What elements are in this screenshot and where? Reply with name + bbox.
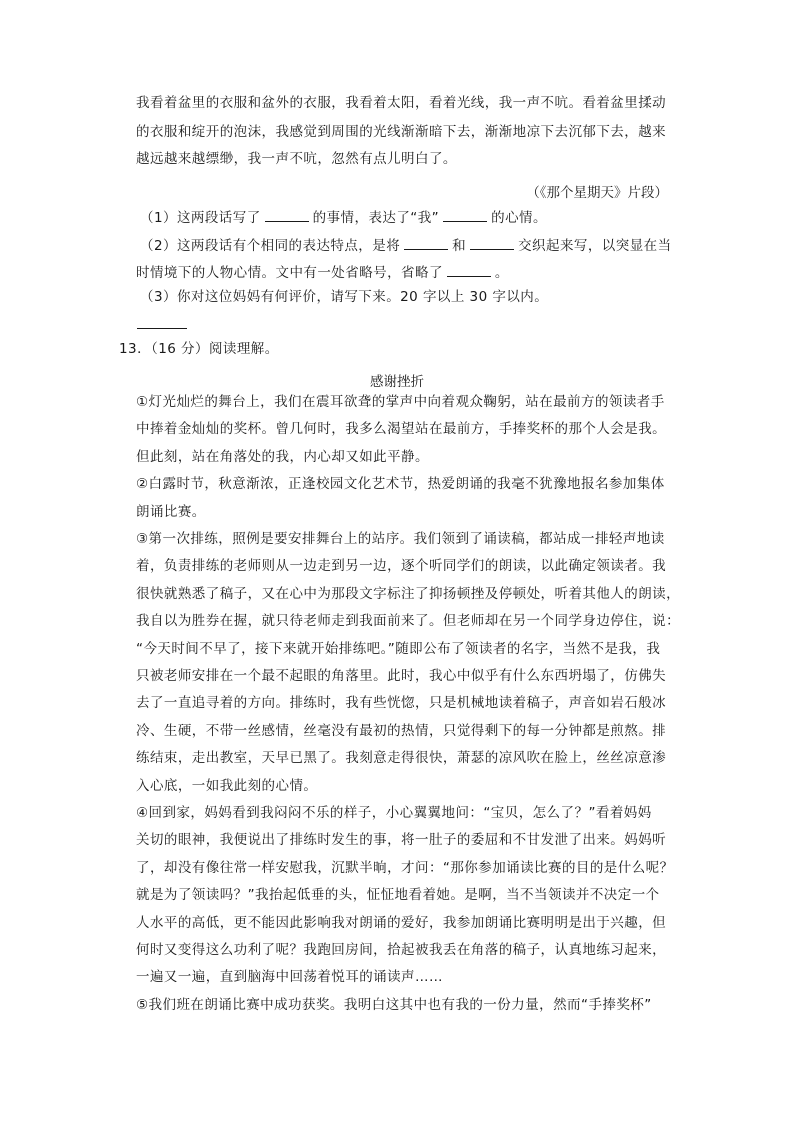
passage-line: 人水平的高低，更不能因此影响我对朗诵的爱好，我参加朗诵比赛明明是出于兴趣，但: [136, 914, 667, 931]
intro-line-2: 的衣服和绽开的泡沫，我感觉到周围的光线渐渐暗下去，渐渐地凉下去沉郁下去，越来: [136, 124, 667, 140]
question-2-line-2: [136, 264, 509, 281]
q2-blank-3[interactable]: [447, 264, 491, 277]
passage-line: 关切的眼神，我便说出了排练时发生的事，将一肚子的委屈和不甘发泄了出来。妈妈听: [136, 832, 667, 849]
source-citation: （《那个星期天》片段）: [526, 185, 668, 201]
question-1: [140, 209, 547, 226]
question-13-heading: 13．（16 分）阅读理解。: [119, 341, 279, 357]
q2-text-b: 和: [452, 238, 467, 254]
passage-line: 入心底，一如我此刻的心情。: [136, 777, 318, 794]
question-3: （3）你对这位妈妈有何评价，请写下来。20 字以上 30 字以内。: [140, 289, 549, 305]
passage-line: 但此刻，站在角落处的我，内心却又如此平静。: [136, 448, 429, 465]
q2l2-text-b: 。: [494, 265, 509, 281]
intro-line-1: 我看着盆里的衣服和盆外的衣服，我看着太阳，看着光线，我一声不吭。看着盆里揉动: [136, 95, 667, 111]
passage-line: 冷、生硬，不带一丝感情，丝毫没有最初的热情，只觉得剩下的每一分钟都是煎熬。排: [136, 722, 667, 739]
passage-line: 只被老师安排在一个最不起眼的角落里。此时，我心中似乎有什么东西坍塌了，仿佛失: [136, 668, 667, 684]
passage-line: 中捧着金灿灿的奖杯。曾几何时，我多么渴望站在最前方，手捧奖杯的那个人会是我。: [136, 421, 667, 438]
passage-line: 去了一直追寻着的方向。排练时，我有些恍惚，只是机械地读着稿子，声音如岩石般冰: [136, 695, 667, 712]
question-2: [140, 237, 672, 254]
q1-text-b: 的事情，表达了“我”: [312, 210, 440, 226]
passage-line: 很快就熟悉了稿子，又在心中为那段文字标注了抑扬顿挫及停顿处，听着其他人的朗读，: [136, 585, 681, 602]
passage-line: 了，却没有像往常一样安慰我，沉默半晌，才问：“那你参加诵读比赛的目的是什么呢？: [136, 859, 674, 876]
q3-answer-line[interactable]: [137, 328, 187, 329]
intro-line-3: 越远越来越缥缈，我一声不吭，忽然有点儿明白了。: [136, 151, 457, 167]
passage-line: 练结束，走出教室，天早已黑了。我刻意走得很快，萧瑟的凉风吹在脸上，丝丝凉意渗: [136, 750, 667, 767]
passage-line: ③第一次排练，照例是要安排舞台上的站序。我们领到了诵读稿，都站成一排轻声地读: [136, 531, 665, 547]
passage-line: ①灯光灿烂的舞台上，我们在震耳欲聋的掌声中向着观众鞠躬，站在最前方的领读者手: [136, 394, 665, 410]
q2-text-c: 交织起来写，以突显在当: [518, 238, 672, 254]
q2-blank-2[interactable]: [470, 237, 514, 250]
passage-line: 一遍又一遍，直到脑海中回荡着悦耳的诵读声……: [136, 969, 443, 986]
passage-line: 着，负责排练的老师则从一边走到另一边，逐个听同学们的朗读，以此确定领读者。我: [136, 558, 667, 575]
passage-line: 就是为了领读吗？”我抬起低垂的头，怔怔地看着她。是啊，当不当领读并不决定一个: [136, 887, 660, 904]
q2l2-text-a: 时情境下的人物心情。文中有一处省略号，省略了: [136, 265, 443, 281]
passage-line: 我自以为胜券在握，就只待老师走到我面前来了。但老师却在另一个同学身边停住，说：: [136, 613, 681, 630]
passage-line: 朗诵比赛。: [136, 503, 206, 520]
q1-blank-2[interactable]: [443, 209, 487, 222]
passage-line: ⑤我们班在朗诵比赛中成功获奖。我明白这其中也有我的一份力量，然而“手捧奖杯”: [136, 996, 652, 1013]
passage-line: ②白露时节，秋意渐浓，正逢校园文化艺术节，热爱朗诵的我毫不犹豫地报名参加集体: [136, 476, 665, 493]
passage-line: ④回到家，妈妈看到我闷闷不乐的样子，小心翼翼地问：“宝贝，怎么了？”看着妈妈: [136, 805, 652, 821]
q1-text-a: （1）这两段话写了: [140, 210, 261, 226]
passage-title: 感谢挫折: [370, 374, 424, 390]
q1-text-c: 的心情。: [491, 210, 547, 226]
q2-blank-1[interactable]: [404, 237, 448, 250]
q1-blank-1[interactable]: [265, 209, 309, 222]
passage-line: “今天时间不早了，接下来就开始排练吧。”随即公布了领读者的名字，当然不是我，我: [136, 640, 661, 657]
q2-text-a: （2）这两段话有个相同的表达特点，是将: [140, 238, 401, 254]
passage-line: 何时又变得这么功利了呢？我跑回房间，拾起被我丢在角落的稿子，认真地练习起来，: [136, 942, 667, 958]
